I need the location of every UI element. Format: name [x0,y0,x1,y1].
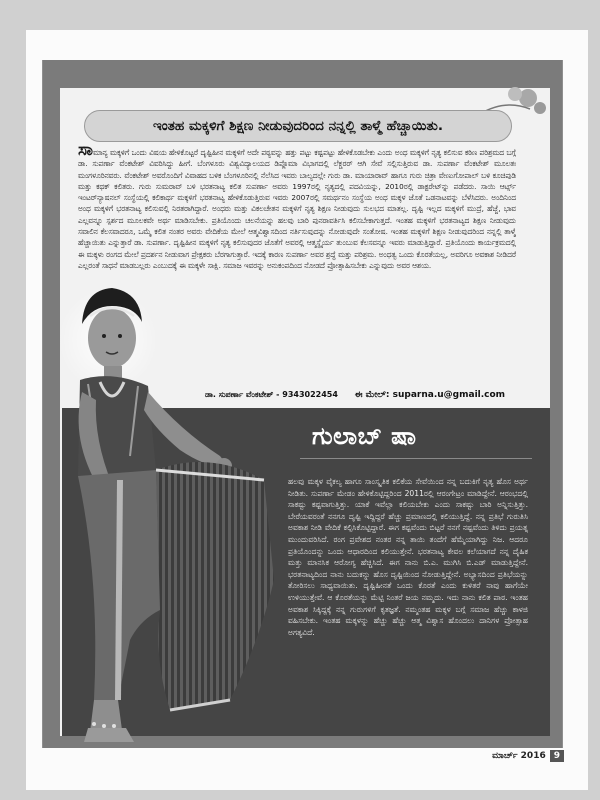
dancer-photo [60,280,300,760]
section-title: ಗುಲಾಬ್ ಷಾ [312,422,417,450]
article-body: ಮಾನ್ಯ ಮಕ್ಕಳಿಗೆ ಒಂದು ವಿಷಯ ಹೇಳಿಕೊಟ್ಟರೆ ದೃಷ್ಟಿಹೀನ ಮಕ್ಕಳಿಗೆ ಅದೇ ಪಠ್ಯವನ್ನು ಹತ್ತು ಪಟ್ಟು ಕಷ್ಟಪಟ್ಟು ಹೇಳಿಕೊಡಬೇಕು ಎಂದು ಅಂಧ ಮಕ್ಕಳಿಗೆ ನೃತ್ಯ ಕಲಿಸುವ ಕಠಿಣ ಪರಿಶ್ರಮದ ಬಗ್ಗೆ ಡಾ. ಸುಪರ್ಣಾ ವೆಂಕಟೇಶ್ ವಿವರಿಸಿದ್ದು ಹೀಗೆ. ಬೆಂಗಳೂರು ವಿಶ್ವವಿದ್ಯಾಲಯದ ಡಿಪ್ಲೊಮಾ ವಿಭಾಗದಲ್ಲಿ ಲೆಕ್ಚರರ್ ಆಗಿ ಸೇವೆ ಸಲ್ಲಿಸುತ್ತಿರುವ ಡಾ. ಸುಪರ್ಣಾ ವೆಂಕಟೇಶ್ ಮೂಲತಃ ಮಂಗಳೂರಿನವರು. ವೆಂಕಟೇಶ್ ಅವರೊಂದಿಗೆ ವಿವಾಹದ ಬಳಿಕ ಬೆಂಗಳೂರಿನಲ್ಲಿ ನೆಲೆಸಿದ ಇವರು ಬಾಲ್ಯದಲ್ಲೇ ಗುರು ಡಾ. ಮಾಯಾರಾವ್ ಹಾಗೂ ಗುರು ಚಿತ್ರಾ ವೇಣುಗೋಪಾಲ್ ಬಳಿ ಕೂಚಿಪುಡಿ ಮತ್ತು ಕಥಕ್ ಕಲಿತರು. ಗುರು ಸುಮರಾವ್ ಬಳಿ ಭರತನಾಟ್ಯ ಕಲಿತ ಸುಪರ್ಣಾ ಅವರು 1997ರಲ್ಲಿ ನೃತ್ಯದಲ್ಲಿ ಪದವಿಯನ್ನು, 2010ರಲ್ಲಿ ಡಾಕ್ಟರೇಟ್‌ನ್ನು ಪಡೆದರು. ಸಾಯಿ ಆರ್ಟ್ಸ್ ಇಂಟರ್‌ನ್ಯಾಷನಲ್ ಸಂಸ್ಥೆಯಲ್ಲಿ ಕಲಿಕಾರ್ಥ ಮಕ್ಕಳಿಗೆ ಭರತನಾಟ್ಯ ಹೇಳಿಕೊಡುತ್ತಿರುವ ಇವರು 2007ರಲ್ಲಿ ಸಮರ್ಥನಂ ಸಂಸ್ಥೆಯ ಅಂಧ ಮಕ್ಕಳ ಜೊತೆ ಒಡನಾಟವನ್ನು ಬೆಳೆಸಿದರು. ಅಂದಿನಿಂದ ಅಂಧ ಮಕ್ಕಳಿಗೆ ಭರತನಾಟ್ಯ ಕಲಿಸುವಲ್ಲಿ ನಿರತರಾಗಿದ್ದಾರೆ. ಅಂಧರು ಮತ್ತು ವಿಕಲಚೇತನ ಮಕ್ಕಳಿಗೆ ನೃತ್ಯ ಶಿಕ್ಷಣ ನೀಡುವುದು ಸುಲಭದ ಮಾತಲ್ಲ. ದೃಷ್ಟಿ ಇಲ್ಲದ ಮಕ್ಕಳಿಗೆ ಮುದ್ರೆ, ಹೆಜ್ಜೆ, ಭಾವ ಎಲ್ಲವನ್ನೂ ಸ್ಪರ್ಶದ ಮೂಲಕವೇ ಅರ್ಥ ಮಾಡಿಸಬೇಕು. ಪ್ರತಿಯೊಂದು ಚಲನೆಯನ್ನು ಹಲವು ಬಾರಿ ಪುನರಾವರ್ತಿಸಿ ಕಲಿಸಬೇಕಾಗುತ್ತದೆ. ಇಂತಹ ಮಕ್ಕಳಿಗೆ ಭರತನಾಟ್ಯದ ಶಿಕ್ಷಣ ನೀಡುವುದು ಸವಾಲಿನ ಕೆಲಸವಾದರೂ, ಒಮ್ಮೆ ಕಲಿತ ನಂತರ ಅವರು ವೇದಿಕೆಯ ಮೇಲೆ ಆತ್ಮವಿಶ್ವಾಸದಿಂದ ನರ್ತಿಸುವುದನ್ನು ನೋಡುವುದೇ ಸಂತೋಷ. ಇಂತಹ ಮಕ್ಕಳಿಗೆ ಶಿಕ್ಷಣ ನೀಡುವುದರಿಂದ ನನ್ನಲ್ಲಿ ತಾಳ್ಮೆ ಹೆಚ್ಚಾಯಿತು ಎನ್ನುತ್ತಾರೆ ಡಾ. ಸುಪರ್ಣಾ. ದೃಷ್ಟಿಹೀನ ಮಕ್ಕಳಿಗೆ ನೃತ್ಯ ಕಲಿಸುವುದರ ಜೊತೆಗೆ ಅವರಲ್ಲಿ ಆತ್ಮಸ್ಥೈರ್ಯ ತುಂಬುವ ಕೆಲಸವನ್ನೂ ಇವರು ಮಾಡುತ್ತಿದ್ದಾರೆ. ಪ್ರತಿಯೊಂದು ಕಾರ್ಯಕ್ರಮದಲ್ಲಿ ಈ ಮಕ್ಕಳು ರಂಗದ ಮೇಲೆ ಪ್ರದರ್ಶನ ನೀಡುವಾಗ ಪ್ರೇಕ್ಷಕರು ಬೆರಗಾಗುತ್ತಾರೆ. ಇದಕ್ಕೆ ಕಾರಣ ಸುಪರ್ಣಾ ಅವರ ಶ್ರದ್ಧೆ ಮತ್ತು ಪರಿಶ್ರಮ. ಅಂಧತ್ವ ಒಂದು ಕೊರತೆಯಲ್ಲ, ಅವರಿಗೂ ಅವಕಾಶ ನೀಡಿದರೆ ಎಲ್ಲರಂತೆ ಸಾಧನೆ ಮಾಡಬಲ್ಲರು ಎಂಬುದಕ್ಕೆ ಈ ಮಕ್ಕಳೇ ಸಾಕ್ಷಿ. ಸಮಾಜ ಇವರನ್ನು ಅನುಕಂಪದಿಂದ ನೋಡದೆ ಪ್ರೋತ್ಸಾಹಿಸಬೇಕು ಎನ್ನುವುದು ಅವರ ಆಶಯ. [78,148,516,270]
vertical-margin-text [532,690,544,750]
page-footer [424,749,564,763]
section-body: ಹಲವು ಮಕ್ಕಳ ವೈಕಲ್ಯ ಹಾಗೂ ಸಾಂಸ್ಕೃತಿಕ ಕಲಿಕೆಯ ಸೇವೆಯಿಂದ ನನ್ನ ಬದುಕಿಗೆ ನೃತ್ಯ ಹೊಸ ಅರ್ಥ ನೀಡಿತು. ಸುಪರ್ಣಾ ಮೇಡಂ ಹೇಳಿಕೊಟ್ಟಿದ್ದರಿಂದ 2011ರಲ್ಲಿ ಆರಂಗೇಟ್ರಂ ಮಾಡಿದ್ದೇನೆ. ಆರಂಭದಲ್ಲಿ ಸಾಕಷ್ಟು ಕಷ್ಟವಾಗುತ್ತಿತ್ತು. ಯಾಕೆ ಇವೆಲ್ಲಾ ಕಲಿಯಬೇಕು ಎಂದು ಸಾಕಷ್ಟು ಬಾರಿ ಅನ್ನಿಸುತ್ತಿತ್ತು. ಬೇರೆಯವರಂತೆ ನನಗೂ ದೃಷ್ಟಿ ಇದ್ದಿದ್ದರೆ ಹೆಚ್ಚು ಪ್ರಮಾಣದಲ್ಲಿ ಕಲಿಯುತ್ತಿದ್ದೆ. ನನ್ನ ಪ್ರತಿಭೆ ಗುರುತಿಸಿ ಅವಕಾಶ ನೀಡಿ ವೇದಿಕೆ ಕಲ್ಪಿಸಿಕೊಟ್ಟಿದ್ದಾರೆ. ಈಗ ಕಷ್ಟವೆಂದು ಬಿಟ್ಟರೆ ನನಗೆ ನಷ್ಟವೆಂದು ತಿಳಿದು ಪ್ರಯತ್ನ ಮುಂದುವರಿಸಿದೆ. ರಂಗ ಪ್ರವೇಶದ ನಂತರ ನನ್ನ ತಾಯಿ ತಂದೆಗೆ ಹೆಮ್ಮೆಯಾಗಿದ್ದು ನಿಜ. ಆದರೂ ಪ್ರತಿಯೊಂದನ್ನು ಒಂದು ಆಧಾರದಿಂದ ಕಲಿಯುತ್ತೇನೆ. ಭರತನಾಟ್ಯ ಕೇವಲ ಕಲೆಯಾಗದೆ ನನ್ನ ದೈಹಿಕ ಮತ್ತು ಮಾನಸಿಕ ಆರೋಗ್ಯ ಹೆಚ್ಚಿಸಿದೆ. ಈಗ ನಾನು ಬಿ.ಎ. ಮುಗಿಸಿ ಬಿ.ಎಡ್ ಮಾಡುತ್ತಿದ್ದೇನೆ. ಭರತನಾಟ್ಯದಿಂದ ನಾನು ಬದುಕನ್ನು ಹೊಸ ದೃಷ್ಟಿಯಿಂದ ನೋಡುತ್ತಿದ್ದೇನೆ. ಅಭ್ಯಾಸದಿಂದ ಪ್ರತಿಭೆಯನ್ನು ತೋರಿಸಲು ಸಾಧ್ಯವಾಯಿತು. ದೃಷ್ಟಿಹೀನತೆ ಒಂದು ಕೊರತೆ ಎಂದು ಕುಳಿತರೆ ನಾವು ಹಾಗೆಯೇ ಉಳಿಯುತ್ತೇವೆ. ಆ ಕೊರತೆಯನ್ನು ಮೆಟ್ಟಿ ನಿಂತರೆ ಜಯ ನಮ್ಮದು. ಇದು ನಾನು ಕಲಿತ ಪಾಠ. ಇಂತಹ ಅವಕಾಶ ಸಿಕ್ಕಿದ್ದಕ್ಕೆ ನನ್ನ ಗುರುಗಳಿಗೆ ಕೃತಜ್ಞತೆ. ನಮ್ಮಂತಹ ಮಕ್ಕಳ ಬಗ್ಗೆ ಸಮಾಜ ಹೆಚ್ಚು ಕಾಳಜಿ ವಹಿಸಬೇಕು. ಇಂತಹ ಮಕ್ಕಳನ್ನು ಹೆಚ್ಚು ಹೆಚ್ಚು ಆತ್ಮ ವಿಶ್ವಾಸ ಹೊಂದಲು ದಾನಿಗಳ ಪ್ರೋತ್ಸಾಹ ಅಗತ್ಯವಿದೆ. [288,477,528,637]
title-divider [300,458,532,459]
frame-edge [42,60,43,748]
issue-date: ಮಾರ್ಚ್ 2016 [492,751,546,761]
drop-cap: ಸಾ [78,144,94,160]
frame-edge [562,60,563,748]
headline-banner: ಇಂತಹ ಮಕ್ಕಳಿಗೆ ಶಿಕ್ಷಣ ನೀಡುವುದರಿಂದ ನನ್ನಲ್ಲಿ ತಾಳ್ಮೆ ಹೆಚ್ಚಾಯಿತು. [84,110,512,142]
author-email: ಈ ಮೇಲ್: suparna.u@gmail.com [354,390,506,400]
page-number: 9 [550,750,564,762]
author-name-phone: ಡಾ. ಸುಪರ್ಣಾ ವೆಂಕಟೇಶ್ - 9343022454 [205,390,338,399]
